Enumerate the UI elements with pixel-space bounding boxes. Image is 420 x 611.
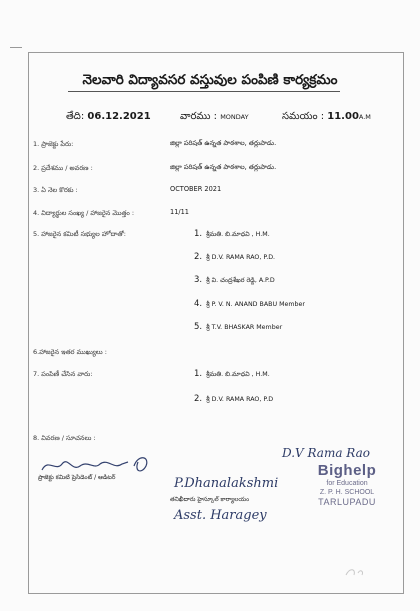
member-item: [194, 299, 305, 310]
time-suffix: A.M: [358, 113, 371, 121]
distributor-item: [194, 369, 270, 380]
row-label: 3. ఏ నెల కొరకు :: [33, 186, 78, 194]
member-text: శ్రీ వి. చంద్రశేఖర రెడ్డి, A.P.D: [206, 277, 275, 284]
title-underline: [68, 91, 340, 92]
distributor-text: శ్రీ D.V. RAMA RAO, P.D: [206, 396, 274, 403]
day-field: [180, 110, 249, 124]
row-label: 6.హాజరైన ఇతర ముఖ్యులు :: [33, 348, 107, 356]
member-item: [194, 229, 270, 240]
member-text: శ్రీ T.V. BHASKAR Member: [206, 324, 283, 331]
distributor-number: 1.: [194, 369, 203, 379]
time-label: సమయం :: [282, 111, 325, 122]
row-label: 7. పంపిణీ చేసిన వారు:: [33, 370, 93, 378]
document-title: నెలవారి విద్యావసర వస్తువుల పంపిణి కార్యక్రమం: [82, 72, 338, 88]
president-caption: ప్రాజెక్టు కమిటి ప్రెసిడెంట్ / ఆడిటర్: [38, 474, 116, 481]
member-number: 1.: [194, 229, 203, 239]
row-label: 5. హాజరైన కమిటీ సభ్యుల హోదాతో:: [33, 230, 126, 238]
school-stamp: [302, 462, 392, 507]
inspector-caption: తనిఖీదారు హైస్కూల్ కార్యాలయం: [170, 496, 250, 503]
member-number: 2.: [194, 252, 203, 262]
stamp-org: Bighelp: [317, 462, 377, 479]
date-field: [66, 110, 151, 124]
inspector-signature-second: Asst. Haragey: [174, 508, 267, 523]
stamp-school: Z. P. H. SCHOOL: [319, 489, 375, 496]
row-value: OCTOBER 2021: [170, 185, 222, 193]
time-value: 11.00: [327, 111, 359, 122]
stamp-line: for Education: [326, 480, 368, 487]
date-value: 06.12.2021: [87, 111, 151, 122]
distributor-number: 2.: [194, 394, 203, 404]
distributor-text: శ్రీమతి. బి.మాధవి , H.M.: [206, 371, 270, 378]
row-label: 2. ప్రదేశము / అవరణ :: [33, 164, 93, 172]
distributor-item: [194, 394, 273, 405]
row-label: 1. ప్రాజెక్టు పేరు:: [33, 140, 74, 148]
margin-mark: [10, 47, 22, 48]
row-label: 8. వివరణ / సూచనలు :: [33, 434, 96, 442]
member-text: శ్రీ P. V. N. ANAND BABU Member: [206, 301, 305, 308]
member-text: శ్రీమతి. బి.మాధవి , H.M.: [206, 231, 270, 238]
pencil-mark: [342, 563, 368, 583]
row-value: జిల్లా పరిషత్ ఉన్నత పాఠశాల, తర్లుపాడు.: [170, 139, 277, 147]
date-label: తేది:: [66, 111, 85, 122]
day-value: MONDAY: [220, 113, 249, 121]
member-item: [194, 275, 275, 286]
stamp-place: TARLUPADU: [318, 497, 376, 507]
row-label: 4. విద్యార్థుల సంఖ్య / హాజరైన మొత్తం :: [33, 209, 135, 217]
member-text: శ్రీ D.V. RAMA RAO, P.D.: [206, 254, 276, 261]
inspector-signature: P.Dhanalakshmi: [174, 476, 279, 491]
pd-signature: D.V Rama Rao: [282, 446, 370, 460]
time-field: [282, 110, 371, 124]
member-item: [194, 252, 275, 263]
row-value: 11/11: [170, 208, 190, 216]
member-number: 5.: [194, 322, 203, 332]
member-number: 4.: [194, 299, 203, 309]
day-label: వారము :: [180, 111, 217, 122]
member-item: [194, 322, 282, 333]
row-value: జిల్లా పరిషత్ ఉన్నత పాఠశాల, తర్లుపాడు.: [170, 163, 277, 171]
member-number: 3.: [194, 275, 203, 285]
